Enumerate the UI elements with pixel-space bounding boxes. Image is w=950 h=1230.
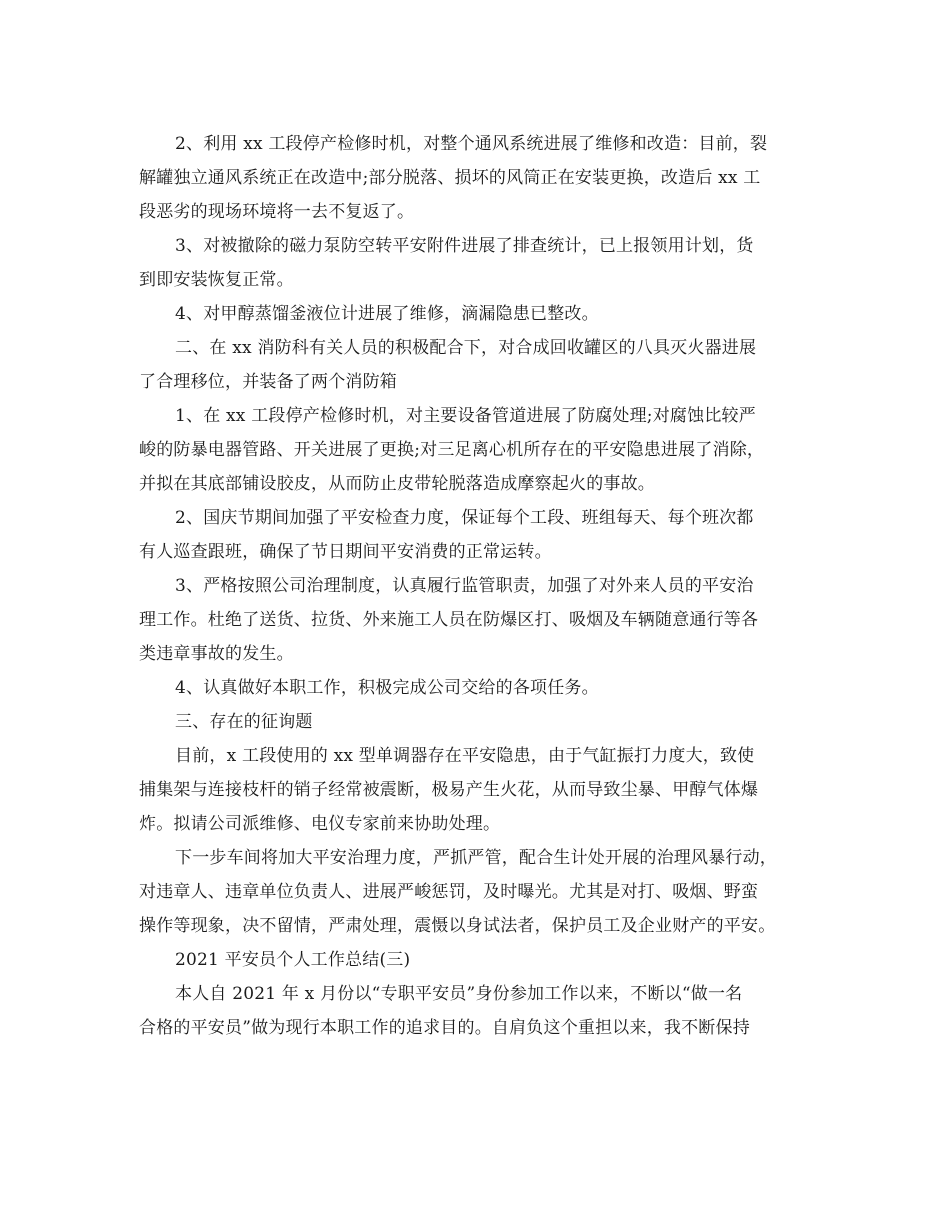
- text-line: 4、对甲醇蒸馏釜液位计进展了维修，滴漏隐患已整改。: [175, 304, 599, 324]
- text-line: 理工作。杜绝了送货、拉货、外来施工人员在防爆区打、吸烟及车辆随意通行等各: [139, 610, 759, 630]
- text-line: 3、严格按照公司治理制度，认真履行监管职责，加强了对外来人员的平安治: [175, 576, 754, 596]
- text-line: 二、在 xx 消防科有关人员的积极配合下，对合成回收罐区的八具灭火器进展: [175, 338, 757, 358]
- text-line: 解罐独立通风系统正在改造中;部分脱落、损坏的风筒正在安装更换，改造后 xx 工: [139, 168, 761, 188]
- text-line: 炸。拟请公司派维修、电仪专家前来协助处理。: [139, 814, 501, 834]
- text-line: 本人自 2021 年 x 月份以“专职平安员”身份参加工作以来，不断以“做一名: [175, 984, 743, 1004]
- text-line: 类违章事故的发生。: [139, 644, 294, 664]
- text-line: 2、国庆节期间加强了平安检查力度，保证每个工段、班组每天、每个班次都: [175, 508, 754, 528]
- text-line: 目前，x 工段使用的 xx 型单调器存在平安隐患，由于气缸振打力度大，致使: [175, 746, 755, 766]
- section-heading: 三、存在的征询题: [175, 712, 313, 732]
- text-line: 并拟在其底部铺设胶皮，从而防止皮带轮脱落造成摩察起火的事故。: [139, 474, 655, 494]
- text-line: 段恶劣的现场环境将一去不复返了。: [139, 202, 415, 222]
- text-line: 对违章人、违章单位负责人、进展严峻惩罚，及时曝光。尤其是对打、吸烟、野蛮: [139, 882, 759, 902]
- text-line: 捕集架与连接枝杆的销子经常被震断，极易产生火花，从而导致尘暴、甲醇气体爆: [139, 780, 759, 800]
- text-line: 操作等现象，决不留情，严肃处理，震慑以身试法者，保护员工及企业财产的平安。: [139, 916, 776, 936]
- text-line: 3、对被撤除的磁力泵防空转平安附件进展了排查统计，已上报领用计划，货: [175, 236, 754, 256]
- text-line: 下一步车间将加大平安治理力度，严抓严管，配合生计处开展的治理风暴行动，: [175, 848, 777, 868]
- text-line: 了合理移位，并装备了两个消防箱: [139, 372, 397, 392]
- text-line: 到即安装恢复正常。: [139, 270, 294, 290]
- text-line: 有人巡查跟班，确保了节日期间平安消费的正常运转。: [139, 542, 552, 562]
- text-line: 峻的防暴电器管路、开关进展了更换;对三足离心机所存在的平安隐患进展了消除，: [139, 440, 765, 460]
- text-line: 2、利用 xx 工段停产检修时机，对整个通风系统进展了维修和改造：目前，裂: [175, 134, 768, 154]
- section-title: 2021 平安员个人工作总结(三): [175, 950, 411, 970]
- text-line: 合格的平安员”做为现行本职工作的追求目的。自肩负这个重担以来，我不断保持: [139, 1018, 750, 1038]
- document-body: [139, 127, 829, 1045]
- text-line: 1、在 xx 工段停产检修时机，对主要设备管道进展了防腐处理;对腐蚀比较严: [175, 406, 756, 426]
- text-line: 4、认真做好本职工作，积极完成公司交给的各项任务。: [175, 678, 599, 698]
